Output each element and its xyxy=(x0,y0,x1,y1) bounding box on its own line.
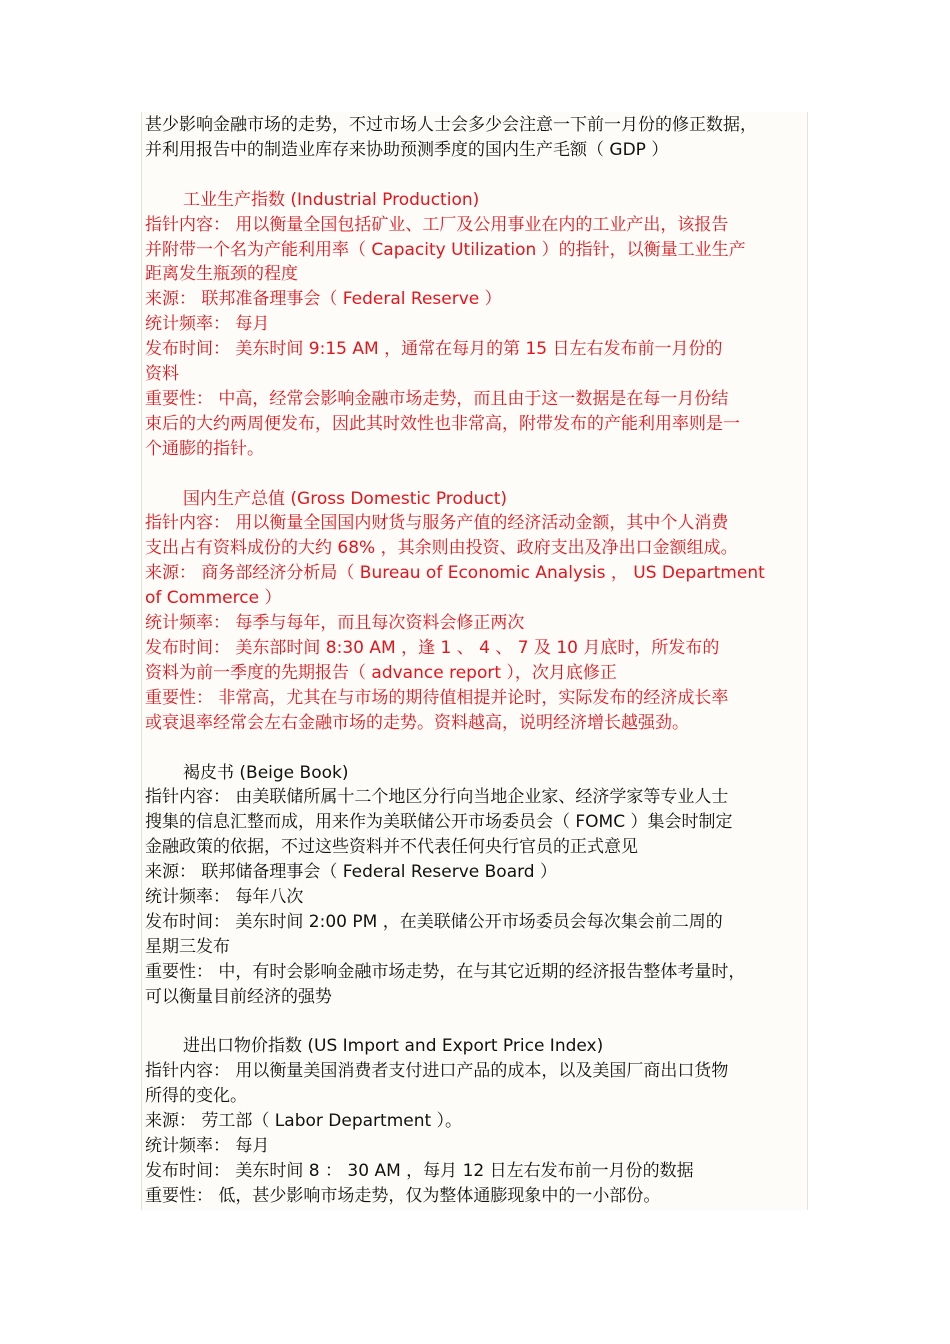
section-heading: 工业生产指数 (Industrial Production) xyxy=(183,189,480,210)
text-line: 支出占有资料成份的大约 68% ，其余则由投资、政府支出及净出口金额组成。 xyxy=(145,538,738,559)
text-line: 来源： 商务部经济分析局（ Bureau of Economic Analysis ， US Department xyxy=(145,563,765,584)
text-line: 资料为前一季度的先期报告（ advance report ），次月底修正 xyxy=(145,662,617,683)
section-heading: 进出口物价指数 (US Import and Export Price Index) xyxy=(183,1036,604,1057)
text-line: 指针内容： 用以衡量美国消费者支付进口产品的成本，以及美国厂商出口货物 xyxy=(145,1061,729,1082)
text-line: 星期三发布 xyxy=(145,936,230,957)
text-line: 资料 xyxy=(145,364,179,385)
section-beige-book xyxy=(145,761,811,1010)
spacer xyxy=(145,1010,811,1035)
text-line: 并利用报告中的制造业库存来协助预测季度的国内生产毛额（ GDP ） xyxy=(145,139,669,160)
text-line: 来源： 劳工部（ Labor Department ）。 xyxy=(145,1111,463,1132)
text-line: 发布时间： 美东时间 9:15 AM ，通常在每月的第 15 日左右发布前一月份的 xyxy=(145,339,723,360)
text-line: 发布时间： 美东部时间 8:30 AM ，逢 1 、 4 、 7 及 10 月底时，所发布的 xyxy=(145,638,720,658)
text-line: 统计频率： 每月 xyxy=(145,1136,270,1157)
text-line: 来源： 联邦储备理事会（ Federal Reserve Board ） xyxy=(145,862,558,883)
text-line: 发布时间： 美东时间 2:00 PM ，在美联储公开市场委员会每次集会前二周的 xyxy=(145,911,723,932)
text-line: 发布时间： 美东时间 8 ： 30 AM ，每月 12 日左右发布前一月份的数据 xyxy=(145,1161,694,1181)
text-line: 统计频率： 每月 xyxy=(145,314,270,335)
text-line: 指针内容： 用以衡量全国包括矿业、工厂及公用事业在内的工业产出，该报告 xyxy=(145,214,729,235)
section-heading: 国内生产总值 (Gross Domestic Product) xyxy=(183,488,508,509)
text-line: 距离发生瓶颈的程度 xyxy=(145,264,298,285)
text-line: 来源： 联邦准备理事会（ Federal Reserve ） xyxy=(145,289,502,310)
text-line: 重要性： 低，甚少影响市场走势，仅为整体通膨现象中的一小部份。 xyxy=(145,1185,661,1206)
text-line: 甚少影响金融市场的走势，不过市场人士会多少会注意一下前一月份的修正数据， xyxy=(145,115,757,135)
text-line: 或衰退率经常会左右金融市场的走势。资料越高，说明经济增长越强劲。 xyxy=(145,712,689,733)
text-line: 金融政策的依据，不过这些资料并不代表任何央行官员的正式意见 xyxy=(145,837,638,858)
text-line: 重要性： 中，有时会影响金融市场走势，在与其它近期的经济报告整体考量时， xyxy=(145,961,746,982)
text-line: 并附带一个名为产能利用率（ Capacity Utilization ）的指针，以衡量工业生产 xyxy=(145,239,746,260)
spacer xyxy=(145,462,811,487)
section-import-export-price-index xyxy=(145,1034,811,1208)
text-line: 指针内容： 由美联储所属十二个地区分行向当地企业家、经济学家等专业人士 xyxy=(145,787,729,808)
text-line: 重要性： 中高，经常会影响金融市场走势，而且由于这一数据是在每一月份结 xyxy=(145,388,729,409)
text-line: 个通膨的指针。 xyxy=(145,438,264,459)
document-body xyxy=(145,113,811,1209)
text-line: 搜集的信息汇整而成，用来作为美联储公开市场委员会（ FOMC ）集会时制定 xyxy=(145,812,733,833)
spacer xyxy=(145,736,811,761)
intro-paragraph xyxy=(145,113,811,163)
section-gross-domestic-product xyxy=(145,487,811,736)
section-industrial-production xyxy=(145,188,811,462)
section-heading: 褐皮书 (Beige Book) xyxy=(183,762,349,783)
text-line: of Commerce ） xyxy=(145,588,282,609)
text-line: 重要性： 非常高，尤其在与市场的期待值相提并论时，实际发布的经济成长率 xyxy=(145,687,729,708)
text-line: 指针内容： 用以衡量全国国内财货与服务产值的经济活动金额，其中个人消费 xyxy=(145,513,729,534)
text-line: 统计频率： 每年八次 xyxy=(145,887,304,908)
text-line: 可以衡量目前经济的强势 xyxy=(145,986,332,1007)
text-line: 束后的大约两周便发布，因此其时效性也非常高，附带发布的产能利用率则是一 xyxy=(145,413,740,434)
text-line: 统计频率： 每季与每年，而且每次资料会修正两次 xyxy=(145,613,525,634)
spacer xyxy=(145,163,811,188)
text-line: 所得的变化。 xyxy=(145,1086,247,1107)
